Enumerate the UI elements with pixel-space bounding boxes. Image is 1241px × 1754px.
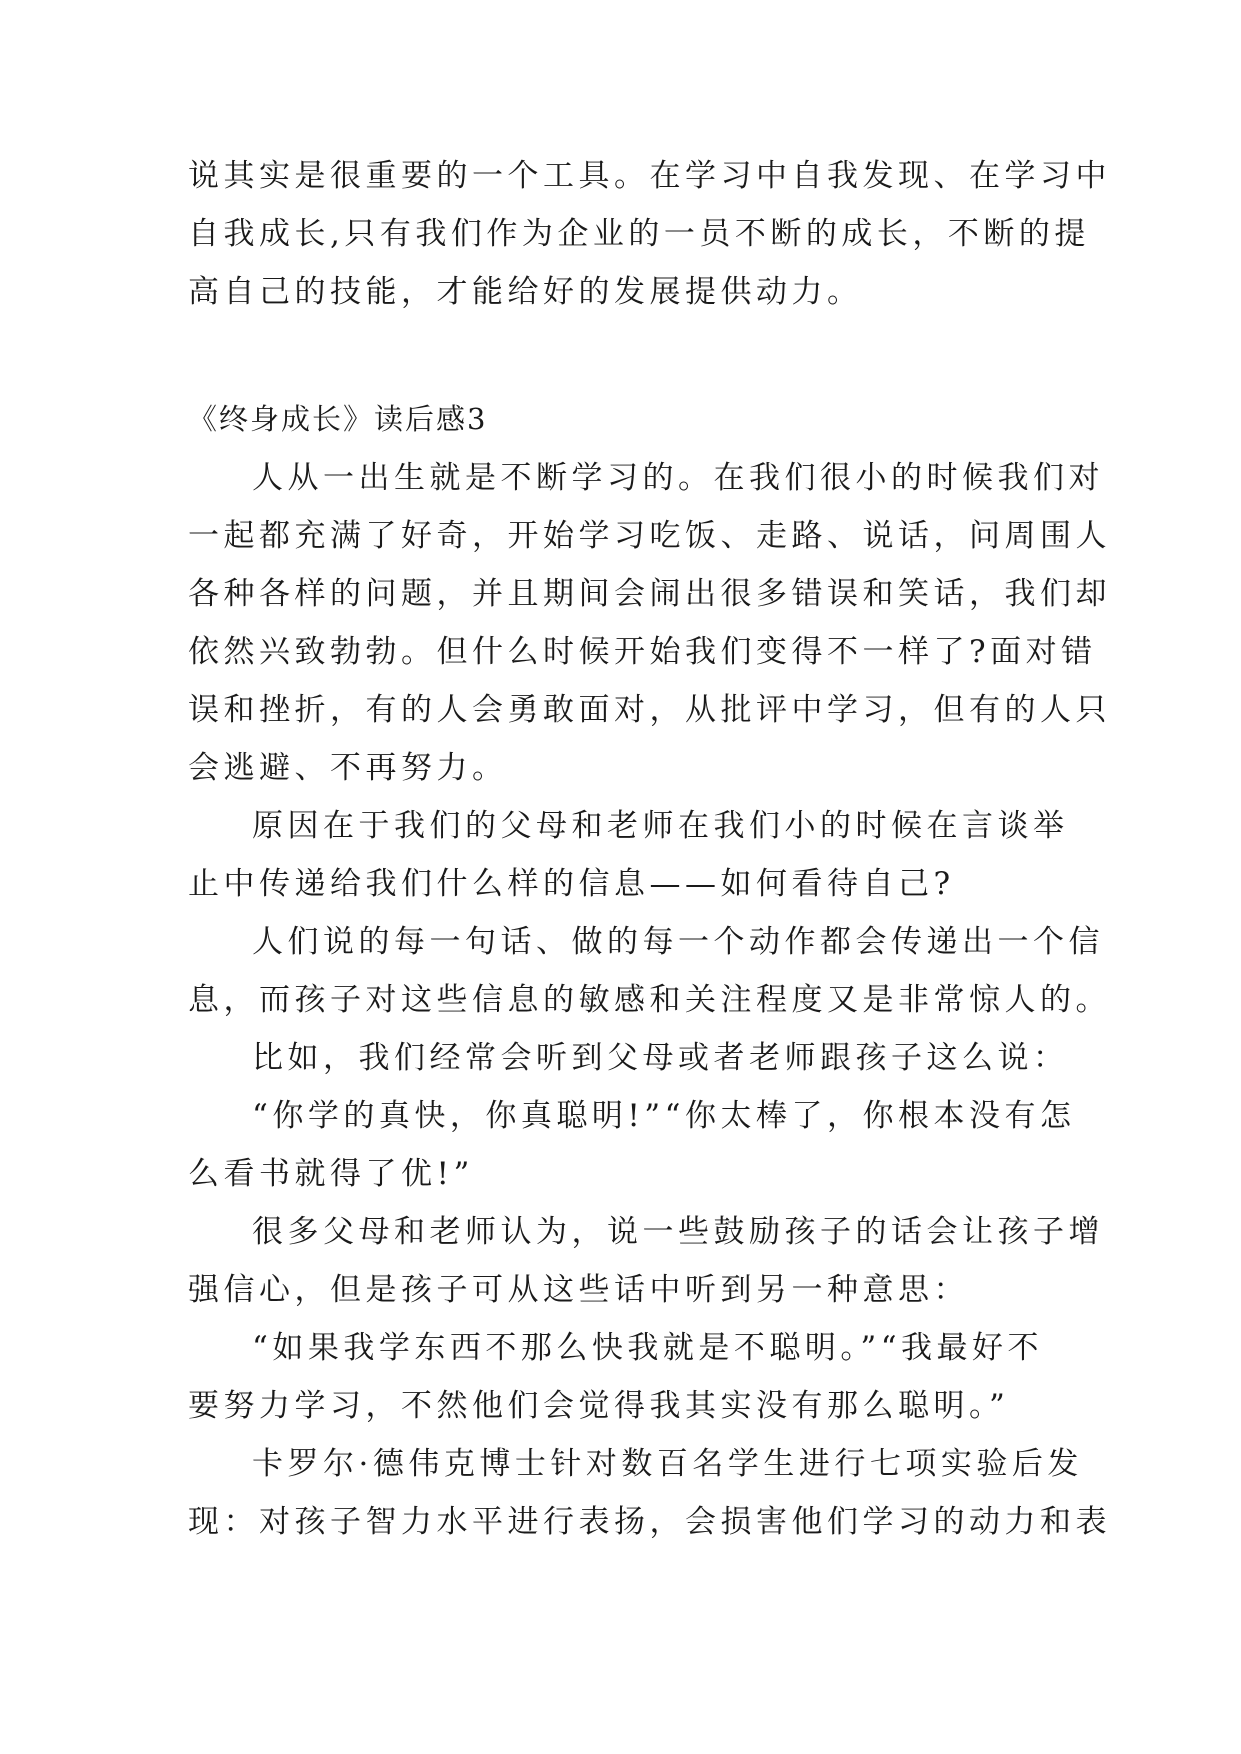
intro-paragraph (188, 147, 1111, 321)
text-line: 高自己的技能，才能给好的发展提供动力。 (188, 274, 863, 310)
text-line: 误和挫折，有的人会勇敢面对，从批评中学习，但有的人只 (188, 692, 1111, 728)
section-title-block (188, 390, 1068, 448)
text-line: 很多父母和老师认为，说一些鼓励孩子的话会让孩子增 (252, 1214, 1104, 1250)
text-line: 自我成长,只有我们作为企业的一员不断的成长，不断的提 (188, 216, 1090, 252)
text-line: 卡罗尔·德伟克博士针对数百名学生进行七项实验后发 (252, 1446, 1083, 1482)
essay-body (188, 449, 1111, 1551)
text-line: 说其实是很重要的一个工具。在学习中自我发现、在学习中 (188, 158, 1111, 194)
text-line: 会逃避、不再努力。 (188, 750, 508, 786)
text-line: 比如，我们经常会听到父母或者老师跟孩子这么说： (252, 1040, 1069, 1076)
text-line: 依然兴致勃勃。但什么时候开始我们变得不一样了?面对错 (188, 634, 1097, 670)
text-line: 各种各样的问题，并且期间会闹出很多错误和笑话，我们却 (188, 576, 1111, 612)
text-line: 现：对孩子智力水平进行表扬，会损害他们学习的动力和表 (188, 1504, 1111, 1540)
text-line: 一起都充满了好奇，开始学习吃饭、走路、说话，问周围人 (188, 518, 1111, 554)
text-line: 要努力学习，不然他们会觉得我其实没有那么聪明。” (188, 1388, 1010, 1424)
text-line: 息，而孩子对这些信息的敏感和关注程度又是非常惊人的。 (188, 982, 1111, 1018)
text-line: “如果我学东西不那么快我就是不聪明。”“我最好不 (252, 1330, 1044, 1366)
text-line: 强信心，但是孩子可从这些话中听到另一种意思： (188, 1272, 969, 1308)
text-line: 人从一出生就是不断学习的。在我们很小的时候我们对 (252, 460, 1104, 496)
text-line: 止中传递给我们什么样的信息——如何看待自己? (188, 866, 955, 902)
text-line: 原因在于我们的父母和老师在我们小的时候在言谈举 (252, 808, 1069, 844)
section-title: 《终身成长》读后感3 (188, 402, 488, 436)
text-line: 么看书就得了优!” (188, 1156, 474, 1192)
text-line: 人们说的每一句话、做的每一个动作都会传递出一个信 (252, 924, 1104, 960)
text-line: “你学的真快，你真聪明!”“你太棒了，你根本没有怎 (252, 1098, 1076, 1134)
